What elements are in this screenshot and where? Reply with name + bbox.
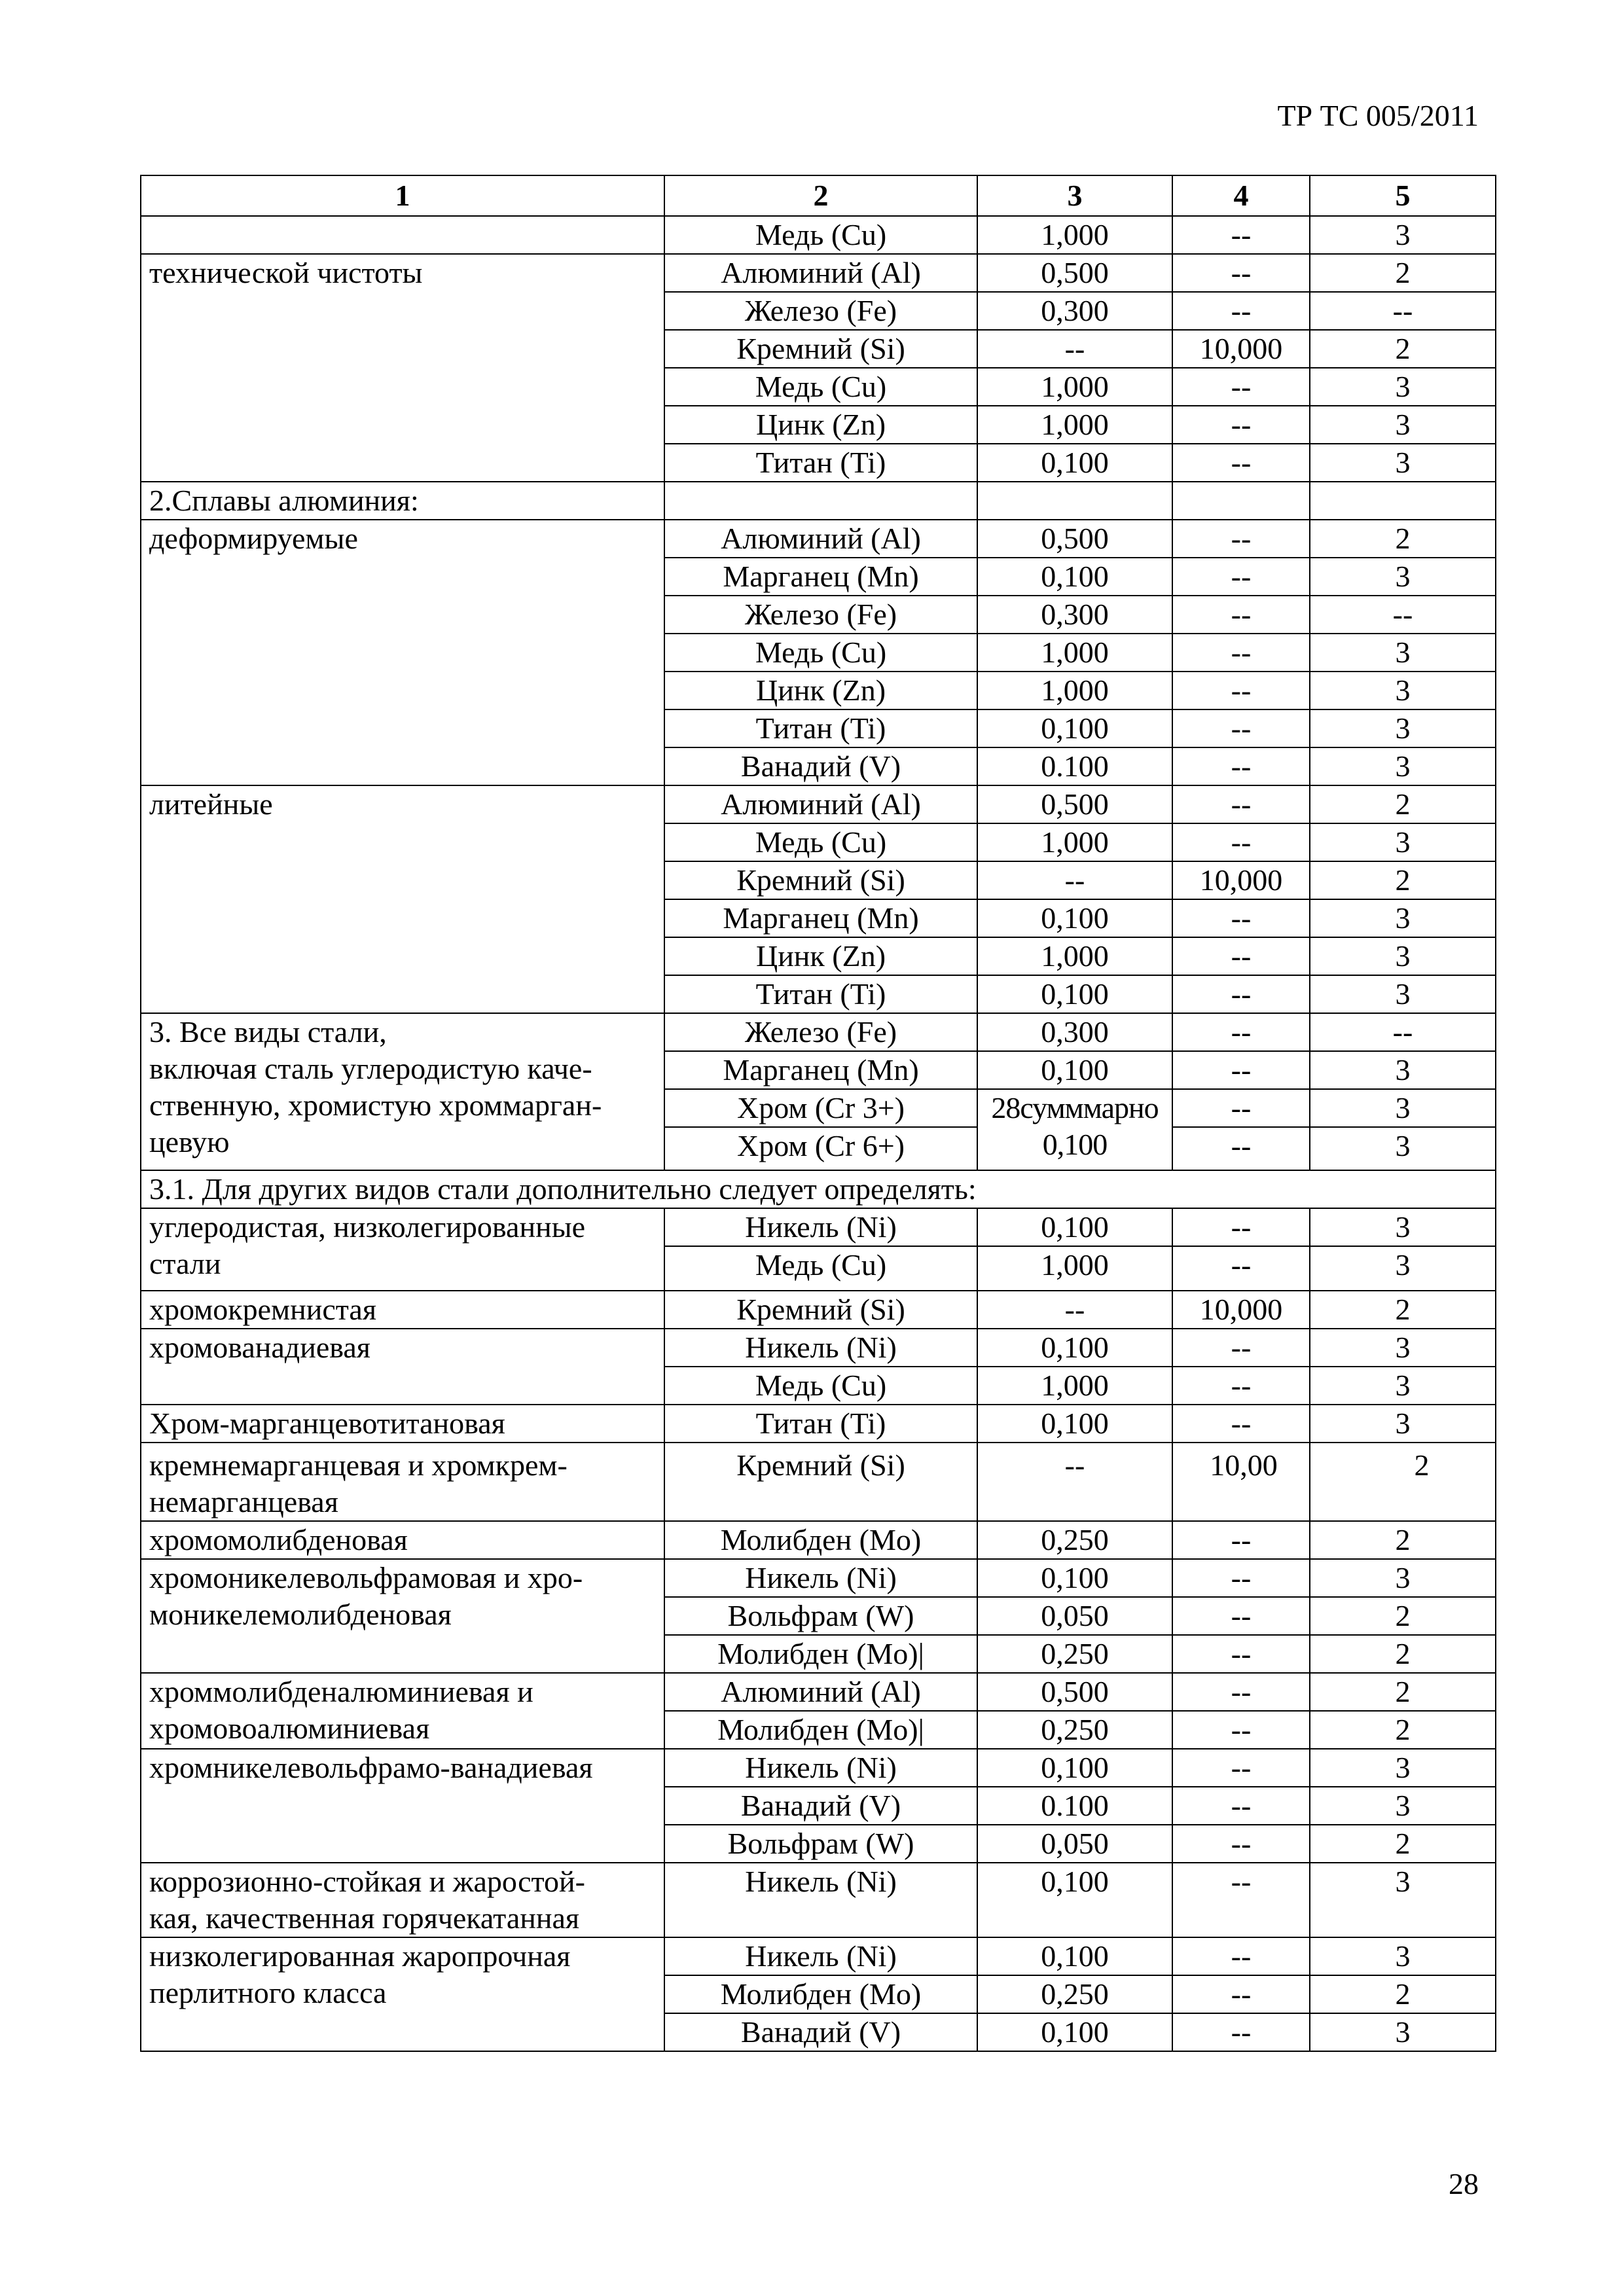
table-row — [141, 1170, 1496, 1208]
value-cell: 0,500 — [977, 254, 1172, 292]
value-cell: 0,100 — [977, 1937, 1172, 1975]
element-cell: Марганец (Mn) — [664, 1051, 977, 1089]
value-cell: -- — [1172, 1711, 1310, 1749]
element-cell: Кремний (Si) — [664, 1443, 977, 1521]
class-cell: 3 — [1310, 1367, 1496, 1405]
category-cell: коррозионно-стойкая и жаростой- кая, качественная горячекатанная — [141, 1863, 664, 1937]
value-cell: -- — [1172, 406, 1310, 444]
value-cell: -- — [1172, 1825, 1310, 1863]
table-row — [141, 1521, 1496, 1559]
table-row — [141, 1329, 1496, 1367]
class-cell: 3 — [1310, 672, 1496, 709]
element-cell: Железо (Fe) — [664, 292, 977, 330]
value-cell: -- — [977, 861, 1172, 899]
value-cell: -- — [1172, 1405, 1310, 1443]
value-cell: 0,100 — [977, 1329, 1172, 1367]
class-cell: 2 — [1310, 1521, 1496, 1559]
element-cell: Кремний (Si) — [664, 861, 977, 899]
value-cell: 0,500 — [977, 520, 1172, 558]
class-cell — [1310, 482, 1496, 520]
element-cell: Марганец (Mn) — [664, 558, 977, 596]
class-cell: 2 — [1310, 1673, 1496, 1711]
value-cell: 10,00 — [1172, 1443, 1310, 1521]
class-cell: -- — [1310, 596, 1496, 634]
category-cell: хроммолибденалюминиевая и хромовоалюминиевая — [141, 1673, 664, 1749]
element-cell: Ванадий (V) — [664, 1787, 977, 1825]
class-cell: 3 — [1310, 1749, 1496, 1787]
value-cell: -- — [1172, 1635, 1310, 1673]
element-cell: Титан (Ti) — [664, 975, 977, 1013]
value-cell: 0,100 — [977, 444, 1172, 482]
category-cell: технической чистоты — [141, 254, 664, 482]
element-cell: Никель (Ni) — [664, 1863, 977, 1937]
class-cell: 2 — [1310, 1597, 1496, 1635]
value-cell — [977, 482, 1172, 520]
class-cell: 3 — [1310, 216, 1496, 254]
value-cell: -- — [1172, 672, 1310, 709]
value-cell: -- — [1172, 899, 1310, 937]
category-cell: хромокремнистая — [141, 1291, 664, 1329]
element-cell: Алюминий (Al) — [664, 520, 977, 558]
value-cell: 10,000 — [1172, 330, 1310, 368]
element-cell: Алюминий (Al) — [664, 254, 977, 292]
class-cell: 2 — [1310, 1443, 1496, 1521]
value-cell: 1,000 — [977, 368, 1172, 406]
value-cell: -- — [1172, 1863, 1310, 1937]
value-cell: -- — [1172, 785, 1310, 823]
value-cell: 0,300 — [977, 596, 1172, 634]
value-cell: -- — [1172, 1208, 1310, 1246]
element-cell: Молибден (Mo)| — [664, 1711, 977, 1749]
element-cell: Кремний (Si) — [664, 330, 977, 368]
value-cell: -- — [1172, 1975, 1310, 2013]
section-heading-cell: 3.1. Для других видов стали дополнительно следует определять: — [141, 1170, 1496, 1208]
table-row — [141, 1749, 1496, 1787]
value-cell: -- — [1172, 2013, 1310, 2051]
class-cell: 3 — [1310, 1089, 1496, 1127]
value-cell: 0,250 — [977, 1975, 1172, 2013]
value-cell: 0,100 — [977, 709, 1172, 747]
table-row — [141, 1405, 1496, 1443]
value-cell: 0,100 — [977, 558, 1172, 596]
element-cell: Кремний (Si) — [664, 1291, 977, 1329]
value-cell: -- — [1172, 1597, 1310, 1635]
category-cell: хромникелевольфрамо-ванадиевая — [141, 1749, 664, 1863]
category-cell: углеродистая, низколегированные стали — [141, 1208, 664, 1291]
table-row — [141, 1208, 1496, 1246]
value-cell: 0,300 — [977, 1013, 1172, 1051]
element-cell: Алюминий (Al) — [664, 1673, 977, 1711]
element-cell: Титан (Ti) — [664, 1405, 977, 1443]
table-header-row — [141, 175, 1496, 216]
class-cell: 3 — [1310, 709, 1496, 747]
category-cell: Хром-марганцевотитановая — [141, 1405, 664, 1443]
class-cell: -- — [1310, 1013, 1496, 1051]
value-cell: 0.100 — [977, 1787, 1172, 1825]
class-cell: 3 — [1310, 1863, 1496, 1937]
table-row — [141, 1673, 1496, 1711]
value-cell: 0,100 — [977, 1559, 1172, 1597]
column-header: 2 — [664, 175, 977, 216]
section-heading-cell: 2.Сплавы алюминия: — [141, 482, 664, 520]
value-cell: 0,100 — [977, 2013, 1172, 2051]
value-cell: -- — [1172, 1937, 1310, 1975]
value-cell: 1,000 — [977, 672, 1172, 709]
element-cell: Вольфрам (W) — [664, 1825, 977, 1863]
class-cell: 3 — [1310, 1051, 1496, 1089]
document-code: ТР ТС 005/2011 — [1277, 99, 1479, 132]
class-cell: 3 — [1310, 1559, 1496, 1597]
element-cell: Цинк (Zn) — [664, 672, 977, 709]
column-header: 4 — [1172, 175, 1310, 216]
element-cell: Хром (Cr 3+) — [664, 1089, 977, 1127]
table-row — [141, 1291, 1496, 1329]
table-row — [141, 520, 1496, 558]
element-cell: Молибден (Mo) — [664, 1521, 977, 1559]
value-cell: -- — [1172, 1051, 1310, 1089]
value-cell: -- — [1172, 975, 1310, 1013]
element-cell: Никель (Ni) — [664, 1208, 977, 1246]
element-cell: Никель (Ni) — [664, 1749, 977, 1787]
value-cell: -- — [1172, 823, 1310, 861]
value-cell: -- — [1172, 1749, 1310, 1787]
value-cell: -- — [977, 1291, 1172, 1329]
value-cell: -- — [1172, 596, 1310, 634]
value-cell: 0,100 — [977, 1051, 1172, 1089]
value-cell: 0.100 — [977, 747, 1172, 785]
class-cell: 3 — [1310, 558, 1496, 596]
value-cell: 10,000 — [1172, 1291, 1310, 1329]
value-cell — [1172, 482, 1310, 520]
value-cell: -- — [1172, 1787, 1310, 1825]
value-cell: -- — [1172, 634, 1310, 672]
value-cell: 1,000 — [977, 216, 1172, 254]
element-cell: Медь (Cu) — [664, 1367, 977, 1405]
category-cell: хромомолибденовая — [141, 1521, 664, 1559]
element-cell: Марганец (Mn) — [664, 899, 977, 937]
category-cell: литейные — [141, 785, 664, 1013]
value-cell: -- — [977, 330, 1172, 368]
value-cell: -- — [1172, 1127, 1310, 1170]
element-cell: Никель (Ni) — [664, 1559, 977, 1597]
value-cell: -- — [1172, 1246, 1310, 1291]
table-row — [141, 482, 1496, 520]
value-cell: 10,000 — [1172, 861, 1310, 899]
table-row — [141, 254, 1496, 292]
element-cell: Цинк (Zn) — [664, 406, 977, 444]
value-cell: -- — [1172, 1013, 1310, 1051]
value-cell: -- — [1172, 709, 1310, 747]
class-cell: 2 — [1310, 1291, 1496, 1329]
class-cell: 2 — [1310, 1975, 1496, 2013]
value-cell: 0,500 — [977, 1673, 1172, 1711]
value-cell: -- — [977, 1443, 1172, 1521]
value-cell: -- — [1172, 1367, 1310, 1405]
value-cell: -- — [1172, 254, 1310, 292]
class-cell: 3 — [1310, 634, 1496, 672]
class-cell: 2 — [1310, 1711, 1496, 1749]
table-row — [141, 1013, 1496, 1051]
element-cell: Никель (Ni) — [664, 1937, 977, 1975]
class-cell: 3 — [1310, 406, 1496, 444]
value-cell: 0,500 — [977, 785, 1172, 823]
value-cell: 1,000 — [977, 406, 1172, 444]
value-cell: -- — [1172, 747, 1310, 785]
value-cell: 0,250 — [977, 1711, 1172, 1749]
element-cell: Молибден (Mo) — [664, 1975, 977, 2013]
value-cell: 1,000 — [977, 937, 1172, 975]
element-cell: Медь (Cu) — [664, 1246, 977, 1291]
element-cell: Ванадий (V) — [664, 2013, 977, 2051]
class-cell: 3 — [1310, 444, 1496, 482]
class-cell: 3 — [1310, 1329, 1496, 1367]
table-row — [141, 785, 1496, 823]
class-cell: 2 — [1310, 330, 1496, 368]
table-row — [141, 1443, 1496, 1521]
value-cell: 1,000 — [977, 823, 1172, 861]
class-cell: 2 — [1310, 785, 1496, 823]
element-cell — [664, 482, 977, 520]
value-cell: 0,100 — [977, 975, 1172, 1013]
class-cell: 3 — [1310, 1208, 1496, 1246]
category-cell: 3. Все виды стали, включая сталь углеродистую каче- ственную, хромистую хроммарган- цевую — [141, 1013, 664, 1170]
value-cell: 0,100 — [977, 1863, 1172, 1937]
element-cell: Титан (Ti) — [664, 444, 977, 482]
element-cell: Ванадий (V) — [664, 747, 977, 785]
class-cell: -- — [1310, 292, 1496, 330]
value-cell: -- — [1172, 558, 1310, 596]
class-cell: 3 — [1310, 368, 1496, 406]
category-cell: кремнемарганцевая и хромкрем- немарганцевая — [141, 1443, 664, 1521]
element-cell: Медь (Cu) — [664, 216, 977, 254]
table-row — [141, 216, 1496, 254]
value-cell: 0,100 — [977, 899, 1172, 937]
value-cell: 1,000 — [977, 1246, 1172, 1291]
value-cell: 1,000 — [977, 1367, 1172, 1405]
contaminants-table — [140, 175, 1496, 2052]
category-cell: деформируемые — [141, 520, 664, 785]
element-cell: Титан (Ti) — [664, 709, 977, 747]
class-cell: 3 — [1310, 975, 1496, 1013]
class-cell: 2 — [1310, 861, 1496, 899]
class-cell: 2 — [1310, 254, 1496, 292]
table-row — [141, 1559, 1496, 1597]
value-cell: 0,300 — [977, 292, 1172, 330]
element-cell: Хром (Cr 6+) — [664, 1127, 977, 1170]
table-row — [141, 1863, 1496, 1937]
column-header: 5 — [1310, 175, 1496, 216]
value-cell: -- — [1172, 1329, 1310, 1367]
table-row — [141, 1937, 1496, 1975]
value-cell: 0,250 — [977, 1635, 1172, 1673]
value-cell: 0,100 — [977, 1405, 1172, 1443]
class-cell: 3 — [1310, 937, 1496, 975]
page-number: 28 — [1449, 2167, 1479, 2200]
category-cell: низколегированная жаропрочная перлитного класса — [141, 1937, 664, 2051]
value-cell: 0,100 — [977, 1208, 1172, 1246]
element-cell: Молибден (Mo)| — [664, 1635, 977, 1673]
value-cell: 28сумммарно 0,100 — [977, 1089, 1172, 1170]
class-cell: 3 — [1310, 1127, 1496, 1170]
value-cell: -- — [1172, 937, 1310, 975]
value-cell: -- — [1172, 1673, 1310, 1711]
class-cell: 3 — [1310, 747, 1496, 785]
class-cell: 2 — [1310, 520, 1496, 558]
value-cell: 0,050 — [977, 1597, 1172, 1635]
category-cell: хромоникелевольфрамовая и хро- моникелемолибденовая — [141, 1559, 664, 1673]
value-cell: 0,050 — [977, 1825, 1172, 1863]
class-cell: 3 — [1310, 899, 1496, 937]
element-cell: Никель (Ni) — [664, 1329, 977, 1367]
value-cell: -- — [1172, 1089, 1310, 1127]
category-cell — [141, 216, 664, 254]
element-cell: Алюминий (Al) — [664, 785, 977, 823]
class-cell: 3 — [1310, 1937, 1496, 1975]
value-cell: -- — [1172, 520, 1310, 558]
value-cell: 0,100 — [977, 1749, 1172, 1787]
class-cell: 2 — [1310, 1635, 1496, 1673]
element-cell: Медь (Cu) — [664, 368, 977, 406]
value-cell: -- — [1172, 1521, 1310, 1559]
value-cell: 1,000 — [977, 634, 1172, 672]
class-cell: 3 — [1310, 823, 1496, 861]
value-cell: -- — [1172, 292, 1310, 330]
class-cell: 3 — [1310, 1246, 1496, 1291]
value-cell: 0,250 — [977, 1521, 1172, 1559]
element-cell: Вольфрам (W) — [664, 1597, 977, 1635]
element-cell: Медь (Cu) — [664, 634, 977, 672]
element-cell: Железо (Fe) — [664, 1013, 977, 1051]
element-cell: Цинк (Zn) — [664, 937, 977, 975]
class-cell: 3 — [1310, 2013, 1496, 2051]
value-cell: -- — [1172, 1559, 1310, 1597]
value-cell: -- — [1172, 444, 1310, 482]
value-cell: -- — [1172, 368, 1310, 406]
value-cell: -- — [1172, 216, 1310, 254]
class-cell: 3 — [1310, 1787, 1496, 1825]
category-cell: хромованадиевая — [141, 1329, 664, 1405]
element-cell: Медь (Cu) — [664, 823, 977, 861]
element-cell: Железо (Fe) — [664, 596, 977, 634]
column-header: 3 — [977, 175, 1172, 216]
column-header: 1 — [141, 175, 664, 216]
class-cell: 3 — [1310, 1405, 1496, 1443]
class-cell: 2 — [1310, 1825, 1496, 1863]
